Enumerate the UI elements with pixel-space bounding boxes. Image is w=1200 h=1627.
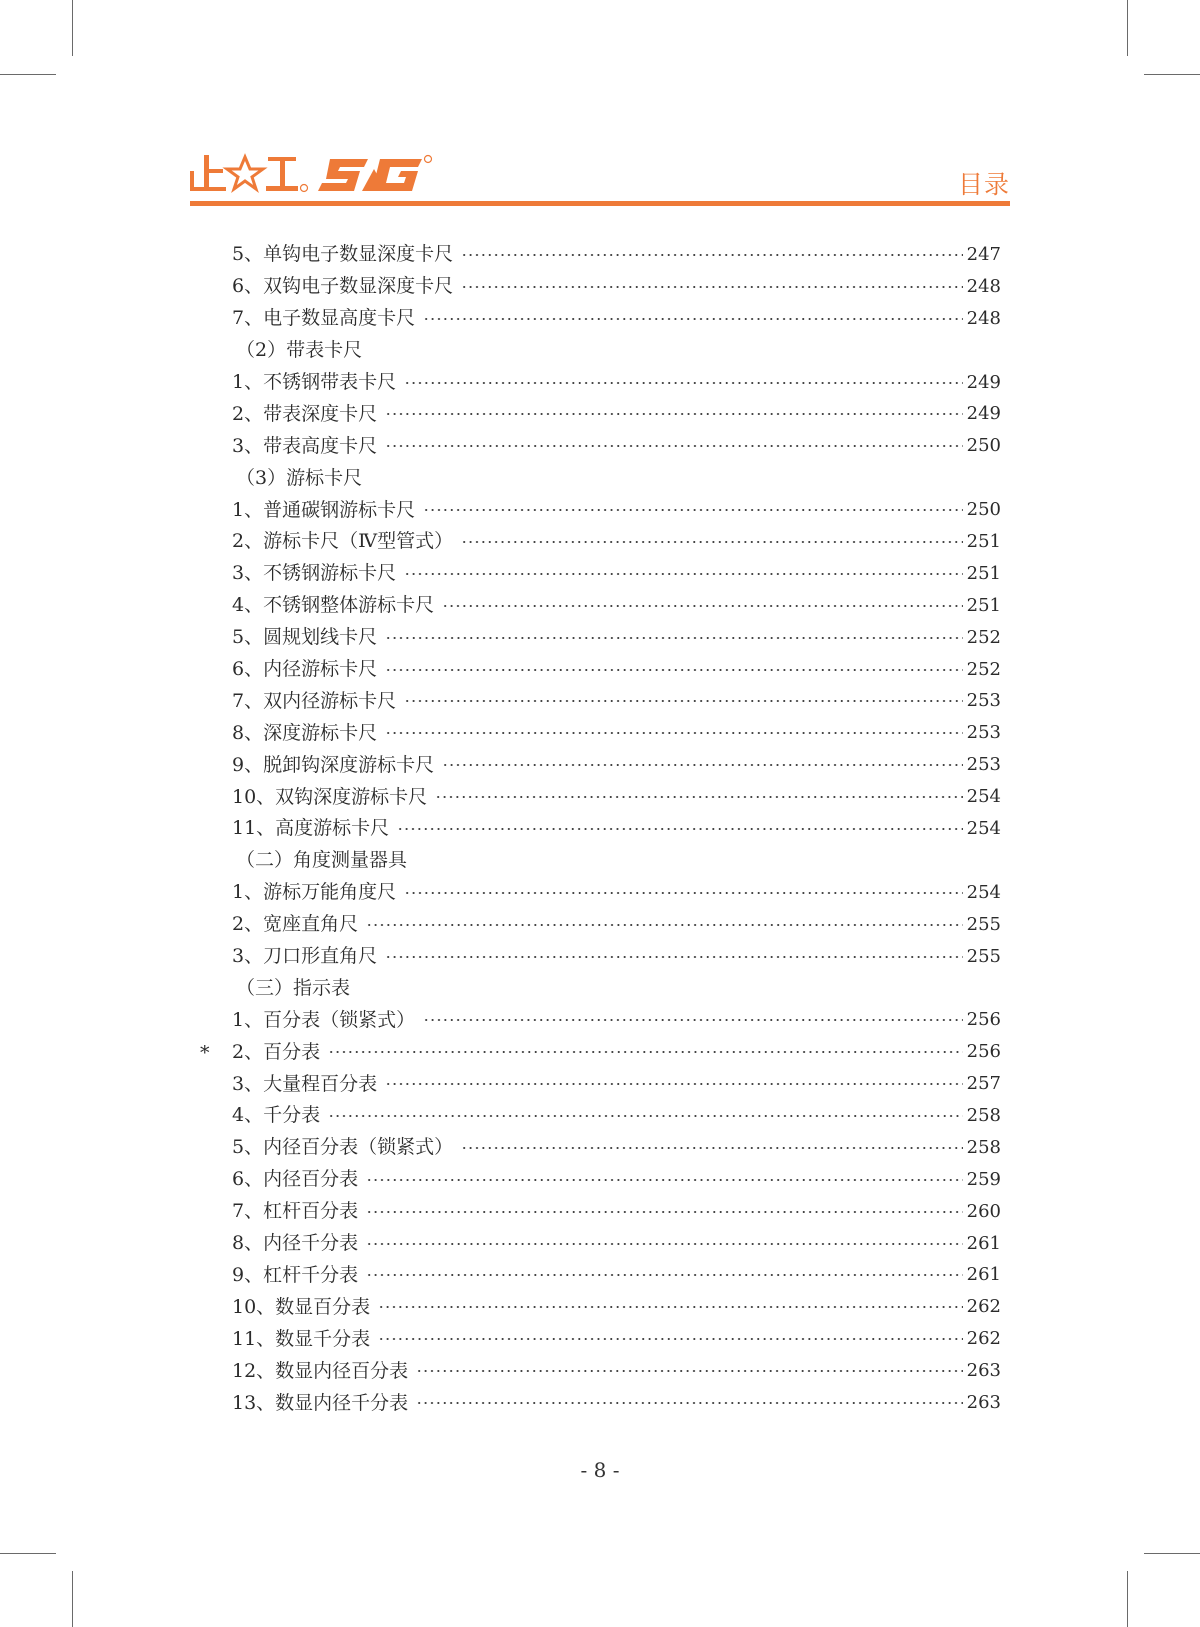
toc-entry[interactable]: [214, 685, 1001, 717]
page-title: 目录: [957, 170, 1010, 199]
toc-entry-page: 259: [966, 1168, 1001, 1190]
toc-entry-label: 4、千分表: [232, 1104, 321, 1127]
toc-entry[interactable]: [214, 1004, 1001, 1036]
toc-dot-leader: [416, 1397, 962, 1409]
toc-dot-leader: [423, 313, 963, 325]
toc-dot-leader: [397, 823, 962, 835]
toc-entry-label: 5、单钩电子数显深度卡尺: [232, 243, 454, 266]
toc-entry-page: 252: [966, 626, 1001, 648]
toc-entry[interactable]: [214, 1355, 1001, 1387]
toc-entry[interactable]: [214, 239, 1001, 271]
toc-entry-label: 10、数显百分表: [232, 1295, 371, 1318]
toc-dot-leader: [328, 1046, 963, 1058]
toc-dot-leader: [366, 1174, 963, 1186]
toc-entry-page: 249: [966, 403, 1001, 425]
toc-entry-page: 248: [966, 275, 1001, 297]
toc-entry-page: 261: [966, 1264, 1001, 1286]
toc-entry[interactable]: [214, 1132, 1001, 1164]
toc-dot-leader: [423, 1014, 963, 1026]
toc-entry[interactable]: [214, 526, 1001, 558]
toc-dot-leader: [385, 1078, 963, 1090]
toc-section-heading: [214, 462, 1001, 494]
toc-entry-label: 9、脱卸钩深度游标卡尺: [232, 753, 435, 776]
toc-entry-label: 8、深度游标卡尺: [232, 721, 378, 744]
toc-entry[interactable]: [214, 1196, 1001, 1228]
toc-entry-label: 3、带表高度卡尺: [232, 434, 378, 457]
crop-mark-top-left: [72, 0, 73, 56]
toc-entry-page: 258: [966, 1136, 1001, 1158]
toc-entry-label: 7、双内径游标卡尺: [232, 689, 397, 712]
page-header: [190, 145, 1010, 210]
toc-entry-page: 255: [966, 945, 1001, 967]
toc-entry[interactable]: [214, 271, 1001, 303]
toc-section-label: （3）游标卡尺: [236, 466, 363, 489]
toc-entry-page: 251: [966, 530, 1001, 552]
toc-entry-label: 9、杠杆千分表: [232, 1263, 359, 1286]
toc-entry-page: 254: [966, 817, 1001, 839]
toc-entry-page: 250: [966, 499, 1001, 521]
toc-dot-leader: [385, 440, 963, 452]
toc-dot-leader: [404, 695, 963, 707]
toc-section-label: （二）角度测量器具: [236, 849, 408, 872]
brand-logo: [190, 151, 435, 197]
toc-section-heading: [214, 845, 1001, 877]
table-of-contents: [200, 239, 1001, 1419]
toc-entry[interactable]: [214, 1291, 1001, 1323]
toc-entry[interactable]: [214, 654, 1001, 686]
toc-entry-label: 3、大量程百分表: [232, 1072, 378, 1095]
toc-entry-label: 2、百分表: [232, 1040, 321, 1063]
toc-entry-label: 1、普通碳钢游标卡尺: [232, 498, 416, 521]
toc-entry-page: 249: [966, 371, 1001, 393]
toc-entry-label: 7、电子数显高度卡尺: [232, 307, 416, 330]
toc-dot-leader: [404, 568, 963, 580]
toc-dot-leader: [385, 727, 963, 739]
toc-entry-page: 263: [966, 1392, 1001, 1413]
toc-entry[interactable]: [214, 749, 1001, 781]
crop-mark-top-left-h: [0, 74, 56, 75]
toc-entry-label: 6、内径游标卡尺: [232, 658, 378, 681]
toc-entry-page: 254: [966, 786, 1001, 808]
toc-entry[interactable]: [214, 1164, 1001, 1196]
toc-entry[interactable]: [214, 558, 1001, 590]
toc-entry-label: 6、内径百分表: [232, 1168, 359, 1191]
crop-mark-bottom-left-h: [0, 1553, 56, 1554]
toc-entry-page: 256: [966, 1041, 1001, 1063]
toc-entry-label: 2、游标卡尺（Ⅳ型管式）: [232, 530, 454, 553]
toc-dot-leader: [385, 408, 963, 420]
toc-dot-leader: [404, 377, 963, 389]
toc-dot-leader: [461, 249, 963, 261]
toc-entry-page: 262: [966, 1296, 1001, 1318]
toc-entry-label: 1、百分表（锁紧式）: [232, 1008, 416, 1031]
toc-section-label: （2）带表卡尺: [236, 339, 363, 362]
toc-entry-label: 13、数显内径千分表: [232, 1391, 409, 1414]
toc-entry[interactable]: [214, 717, 1001, 749]
toc-section-label: （三）指示表: [236, 976, 351, 999]
toc-dot-leader: [378, 1333, 962, 1345]
toc-entry-page: 251: [966, 594, 1001, 616]
toc-entry[interactable]: [214, 781, 1001, 813]
toc-entry[interactable]: [214, 1068, 1001, 1100]
toc-entry-label: 6、双钩电子数显深度卡尺: [232, 275, 454, 298]
toc-entry[interactable]: [214, 941, 1001, 973]
toc-entry-page: 263: [966, 1360, 1001, 1382]
toc-entry-label: 1、游标万能角度尺: [232, 881, 397, 904]
toc-entry[interactable]: [214, 622, 1001, 654]
toc-entry-label: 8、内径千分表: [232, 1232, 359, 1255]
toc-entry[interactable]: [214, 590, 1001, 622]
toc-entry-marker: *: [200, 1042, 210, 1065]
toc-dot-leader: [442, 600, 963, 612]
toc-entry[interactable]: [214, 430, 1001, 462]
toc-dot-leader: [461, 536, 963, 548]
toc-dot-leader: [435, 791, 962, 803]
toc-entry-page: 255: [966, 913, 1001, 935]
toc-entry[interactable]: [214, 1228, 1001, 1260]
crop-mark-bottom-right: [1127, 1571, 1128, 1627]
toc-entry-page: 262: [966, 1328, 1001, 1350]
page-number: - 8 -: [580, 1458, 620, 1482]
toc-entry-label: 5、内径百分表（锁紧式）: [232, 1136, 454, 1159]
toc-entry-label: 4、不锈钢整体游标卡尺: [232, 594, 435, 617]
toc-dot-leader: [385, 632, 963, 644]
toc-dot-leader: [423, 504, 963, 516]
toc-dot-leader: [461, 281, 963, 293]
toc-dot-leader: [385, 951, 963, 963]
toc-entry-page: 253: [966, 754, 1001, 776]
crop-mark-top-right: [1127, 0, 1128, 56]
toc-entry-page: 258: [966, 1104, 1001, 1126]
toc-dot-leader: [378, 1301, 962, 1313]
toc-dot-leader: [366, 1269, 963, 1281]
crop-mark-bottom-right-h: [1144, 1553, 1200, 1554]
toc-entry-page: 253: [966, 722, 1001, 744]
toc-entry-page: 253: [966, 690, 1001, 712]
toc-entry[interactable]: [214, 909, 1001, 941]
toc-entry-label: 1、不锈钢带表卡尺: [232, 371, 397, 393]
toc-entry[interactable]: [214, 1323, 1001, 1355]
toc-entry-page: 254: [966, 881, 1001, 903]
toc-section-heading: [214, 335, 1001, 367]
toc-entry-label: 12、数显内径百分表: [232, 1359, 409, 1382]
toc-entry-label: 2、带表深度卡尺: [232, 402, 378, 425]
toc-entry-label: 2、宽座直角尺: [232, 913, 359, 936]
toc-entry-label: 3、刀口形直角尺: [232, 945, 378, 968]
toc-dot-leader: [328, 1110, 963, 1122]
toc-dot-leader: [385, 664, 963, 676]
toc-entry[interactable]: [200, 1036, 1001, 1068]
crop-mark-top-right-h: [1144, 74, 1200, 75]
toc-entry-label: 11、数显千分表: [232, 1327, 371, 1350]
toc-entry[interactable]: [214, 398, 1001, 430]
toc-entry-page: 261: [966, 1232, 1001, 1254]
toc-entry-label: 7、杠杆百分表: [232, 1200, 359, 1223]
toc-entry-label: 11、高度游标卡尺: [232, 817, 390, 840]
toc-dot-leader: [442, 759, 963, 771]
toc-entry-label: 10、双钩深度游标卡尺: [232, 785, 428, 808]
toc-entry-page: 256: [966, 1009, 1001, 1031]
toc-entry-label: 5、圆规划线卡尺: [232, 626, 378, 649]
toc-entry-label: 3、不锈钢游标卡尺: [232, 562, 397, 585]
toc-entry[interactable]: [214, 367, 1001, 399]
toc-dot-leader: [366, 1206, 963, 1218]
toc-entry-page: 260: [966, 1200, 1001, 1222]
toc-dot-leader: [404, 887, 963, 899]
toc-entry-page: 248: [966, 307, 1001, 329]
toc-section-heading: [214, 972, 1001, 1004]
toc-entry[interactable]: [214, 1260, 1001, 1292]
toc-dot-leader: [461, 1142, 963, 1154]
toc-entry-page: 250: [966, 435, 1001, 457]
toc-dot-leader: [366, 919, 963, 931]
toc-entry-page: 247: [966, 243, 1001, 265]
toc-dot-leader: [416, 1365, 962, 1377]
toc-entry[interactable]: [214, 813, 1001, 845]
toc-dot-leader: [366, 1238, 963, 1250]
toc-entry[interactable]: [214, 1387, 1001, 1419]
toc-entry-page: 251: [966, 562, 1001, 584]
toc-entry-page: 257: [966, 1073, 1001, 1095]
toc-entry[interactable]: [214, 303, 1001, 335]
toc-entry-page: 252: [966, 658, 1001, 680]
header-divider: [190, 201, 1010, 206]
toc-entry[interactable]: [214, 877, 1001, 909]
crop-mark-bottom-left: [72, 1571, 73, 1627]
toc-entry[interactable]: [214, 494, 1001, 526]
toc-entry[interactable]: [214, 1100, 1001, 1132]
